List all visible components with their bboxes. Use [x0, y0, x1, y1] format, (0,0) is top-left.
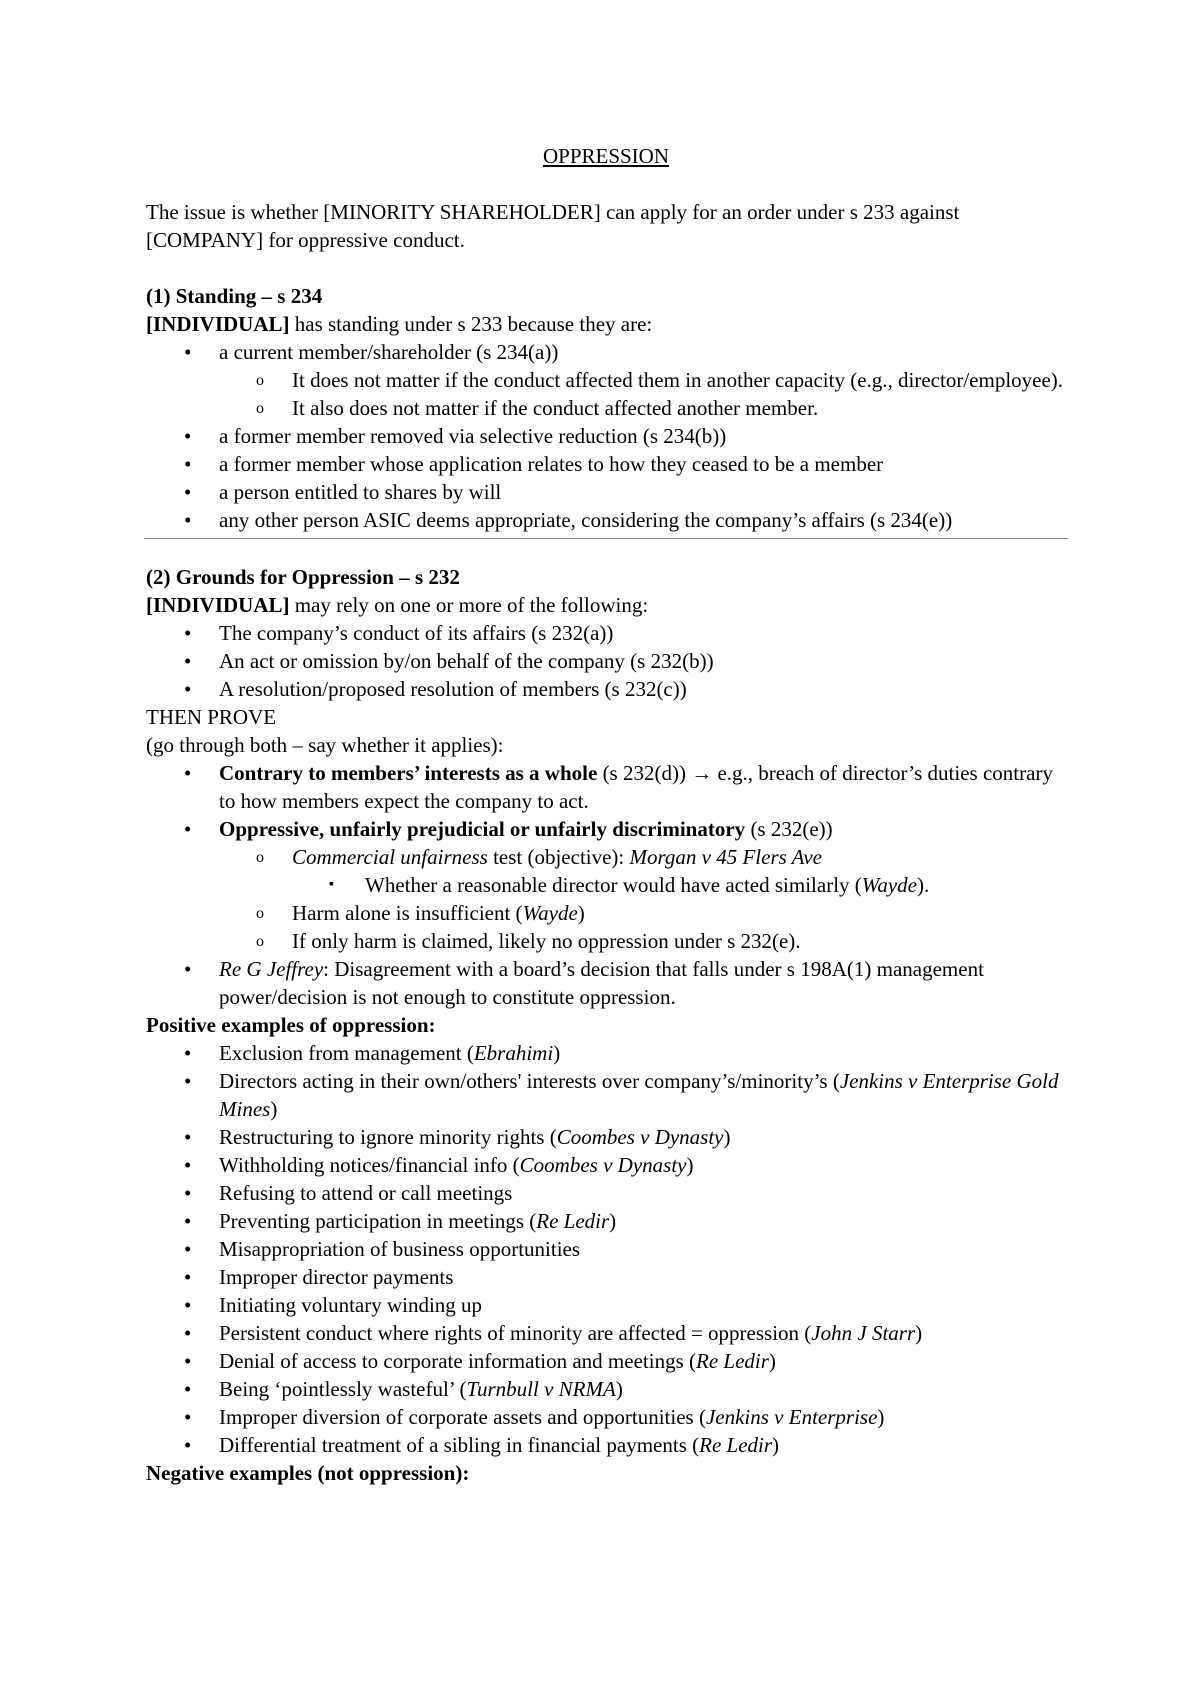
- list-item-text: a former member whose application relates to how they ceased to be a member: [219, 452, 884, 476]
- bullet-icon: •: [184, 1377, 192, 1401]
- bullet-icon: •: [184, 649, 192, 673]
- grounds-heading: (2) Grounds for Oppression – s 232: [146, 565, 460, 589]
- list-item: [146, 1319, 1066, 1347]
- list-item: [146, 1207, 1066, 1235]
- list-item-text: Persistent conduct where rights of minority are affected = oppression (: [219, 1321, 812, 1345]
- list-item-text: a person entitled to shares by will: [219, 480, 502, 504]
- case-citation: Re G Jeffrey: [219, 957, 324, 981]
- case-citation: Jenkins v Enterprise: [705, 1405, 878, 1429]
- list-item-text: Withholding notices/financial info (: [219, 1153, 520, 1177]
- case-citation: Morgan v 45 Flers Ave: [629, 845, 822, 869]
- grounds-list: [146, 619, 1066, 703]
- list-item-text: ): [615, 1377, 623, 1401]
- list-item: [146, 1039, 1066, 1067]
- list-item-text: a current member/shareholder (s 234(a)): [219, 340, 559, 364]
- list-item: [146, 1263, 1066, 1291]
- list-item-text: An act or omission by/on behalf of the company (s 232(b)): [219, 649, 714, 673]
- list-item: [146, 1291, 1066, 1319]
- square-bullet-icon: ▪: [329, 877, 334, 892]
- list-item-text: ): [553, 1041, 561, 1065]
- standing-lead-text: has standing under s 233 because they are:: [289, 312, 653, 336]
- list-item: [146, 647, 1066, 675]
- list-item: [146, 1375, 1066, 1403]
- case-citation: Jenkins v Enterprise Gold Mines: [219, 1069, 1059, 1121]
- list-item-text: Improper director payments: [219, 1265, 454, 1289]
- case-citation: Coombes v Dynasty: [519, 1153, 687, 1177]
- list-item-text: ): [768, 1349, 776, 1373]
- bullet-icon: •: [184, 1405, 192, 1429]
- list-item-text: ): [686, 1153, 694, 1177]
- list-item: [146, 1151, 1066, 1179]
- list-item-text: Differential treatment of a sibling in financial payments (: [219, 1433, 700, 1457]
- document-title: OPPRESSION: [542, 144, 670, 168]
- list-item-text: Initiating voluntary winding up: [219, 1293, 483, 1317]
- sub-list-item: [146, 394, 1066, 422]
- negative-examples-heading: Negative examples (not oppression):: [146, 1461, 470, 1485]
- bullet-icon: •: [184, 677, 192, 701]
- case-citation: Re Ledir: [699, 1433, 773, 1457]
- individual-placeholder: [INDIVIDUAL]: [146, 593, 290, 617]
- case-citation: Re Ledir: [696, 1349, 769, 1373]
- list-item: [146, 506, 1066, 534]
- list-item-text: ): [723, 1125, 731, 1149]
- bullet-icon: •: [184, 340, 192, 364]
- positive-examples-list: [146, 1039, 1066, 1459]
- bullet-icon: •: [184, 424, 192, 448]
- sub-sub-list-item: [146, 871, 1066, 899]
- list-item-text: any other person ASIC deems appropriate, considering the company’s affairs (s 234(e)): [219, 508, 953, 532]
- bullet-icon: •: [184, 1265, 192, 1289]
- list-item-text: Preventing participation in meetings (: [219, 1209, 537, 1233]
- list-item-text: Denial of access to corporate information and meetings (: [219, 1349, 696, 1373]
- bullet-icon: •: [184, 1209, 192, 1233]
- circle-bullet-icon: o: [256, 905, 264, 922]
- positive-examples-heading: Positive examples of oppression:: [146, 1013, 436, 1037]
- list-item-text: It does not matter if the conduct affected them in another capacity (e.g., director/employee).: [292, 368, 1064, 392]
- list-item-text: Improper diversion of corporate assets and opportunities (: [219, 1405, 706, 1429]
- list-item-text: ): [577, 901, 585, 925]
- list-item: [146, 1123, 1066, 1151]
- list-item: [146, 1403, 1066, 1431]
- list-item: [146, 1431, 1066, 1459]
- list-item: [146, 955, 1066, 1011]
- case-citation: Ebrahimi: [473, 1041, 554, 1065]
- list-item: [146, 675, 1066, 703]
- list-item-text: ): [609, 1209, 617, 1233]
- list-item-text: The company’s conduct of its affairs (s 232(a)): [219, 621, 614, 645]
- standing-list: [146, 338, 1066, 534]
- bullet-icon: •: [184, 1237, 192, 1261]
- list-item: [146, 1347, 1066, 1375]
- list-item: [146, 450, 1066, 478]
- list-item-text: ): [772, 1433, 780, 1457]
- then-prove-label: THEN PROVE: [146, 705, 277, 729]
- sub-list-item: [146, 366, 1066, 394]
- spacer: [146, 254, 1066, 282]
- go-through-note: (go through both – say whether it applies):: [146, 733, 504, 757]
- standing-heading: (1) Standing – s 234: [146, 284, 323, 308]
- bullet-icon: •: [184, 1349, 192, 1373]
- circle-bullet-icon: o: [256, 400, 264, 417]
- list-item: [146, 619, 1066, 647]
- list-item: [146, 422, 1066, 450]
- bullet-icon: •: [184, 1041, 192, 1065]
- list-item: [146, 1235, 1066, 1263]
- tests-list: [146, 759, 1066, 1011]
- individual-placeholder: [INDIVIDUAL]: [146, 312, 290, 336]
- list-item-text: If only harm is claimed, likely no oppression under s 232(e).: [292, 929, 801, 953]
- case-citation: Re Ledir: [536, 1209, 610, 1233]
- bullet-icon: •: [184, 621, 192, 645]
- sub-list-item: [146, 899, 1066, 927]
- list-item-text: Restructuring to ignore minority rights (: [219, 1125, 557, 1149]
- list-item-text: ): [915, 1321, 923, 1345]
- sub-list-item: [146, 927, 1066, 955]
- bullet-icon: •: [184, 1433, 192, 1457]
- case-citation: John J Starr: [811, 1321, 916, 1345]
- intro-paragraph: The issue is whether [MINORITY SHAREHOLDER] can apply for an order under s 233 against [COMPANY] for oppressive conduct.: [146, 200, 960, 252]
- list-item-text: Directors acting in their own/others' interests over company’s/minority’s (: [219, 1069, 840, 1093]
- sub-list-item: [146, 843, 1066, 871]
- list-item-text: ).: [917, 873, 930, 897]
- list-item-text: test (objective):: [487, 845, 630, 869]
- list-item-text: a former member removed via selective reduction (s 234(b)): [219, 424, 727, 448]
- list-item-text: Refusing to attend or call meetings: [219, 1181, 513, 1205]
- list-item-text: It also does not matter if the conduct affected another member.: [292, 396, 819, 420]
- grounds-lead: [146, 591, 1066, 619]
- bullet-icon: •: [184, 1293, 192, 1317]
- list-item-text: (s 232(d)) → e.g., breach of director’s duties contrary to how members expect the company to act.: [219, 761, 1053, 813]
- oppressive-test-label: Oppressive, unfairly prejudicial or unfairly discriminatory: [219, 817, 746, 841]
- contrary-test-label: Contrary to members’ interests as a whole: [219, 761, 598, 785]
- case-citation: Wayde: [861, 873, 917, 897]
- list-item: [146, 338, 1066, 366]
- list-item-text: ): [270, 1097, 278, 1121]
- bullet-icon: •: [184, 480, 192, 504]
- bullet-icon: •: [184, 508, 192, 532]
- bullet-icon: •: [184, 1181, 192, 1205]
- grounds-lead-text: may rely on one or more of the following:: [289, 593, 649, 617]
- list-item-text: (s 232(e)): [745, 817, 833, 841]
- list-item-text: : Disagreement with a board’s decision that falls under s 198A(1) management power/decision is not enough to constitute oppression.: [219, 957, 984, 1009]
- section-divider: [144, 538, 1068, 539]
- list-item: [146, 759, 1066, 815]
- bullet-icon: •: [184, 452, 192, 476]
- circle-bullet-icon: o: [256, 849, 264, 866]
- list-item-text: Whether a reasonable director would have acted similarly (: [365, 873, 862, 897]
- bullet-icon: •: [184, 1153, 192, 1177]
- bullet-icon: •: [184, 957, 192, 981]
- commercial-unfairness-term: Commercial unfairness: [292, 845, 488, 869]
- circle-bullet-icon: o: [256, 933, 264, 950]
- circle-bullet-icon: o: [256, 372, 264, 389]
- case-citation: Coombes v Dynasty: [556, 1125, 724, 1149]
- list-item-text: Harm alone is insufficient (: [292, 901, 523, 925]
- case-citation: Turnbull v NRMA: [466, 1377, 616, 1401]
- bullet-icon: •: [184, 1321, 192, 1345]
- standing-lead: [146, 310, 1066, 338]
- bullet-icon: •: [184, 1125, 192, 1149]
- list-item-text: Misappropriation of business opportunities: [219, 1237, 581, 1261]
- list-item-text: A resolution/proposed resolution of members (s 232(c)): [219, 677, 687, 701]
- bullet-icon: •: [184, 761, 192, 785]
- bullet-icon: •: [184, 1069, 192, 1093]
- list-item-text: Being ‘pointlessly wasteful’ (: [219, 1377, 467, 1401]
- list-item: [146, 478, 1066, 506]
- list-item-text: Exclusion from management (: [219, 1041, 474, 1065]
- list-item: [146, 1067, 1066, 1123]
- list-item-text: ): [877, 1405, 885, 1429]
- bullet-icon: •: [184, 817, 192, 841]
- list-item: [146, 1179, 1066, 1207]
- case-citation: Wayde: [522, 901, 578, 925]
- list-item: [146, 815, 1066, 843]
- document-body: [146, 142, 1066, 1487]
